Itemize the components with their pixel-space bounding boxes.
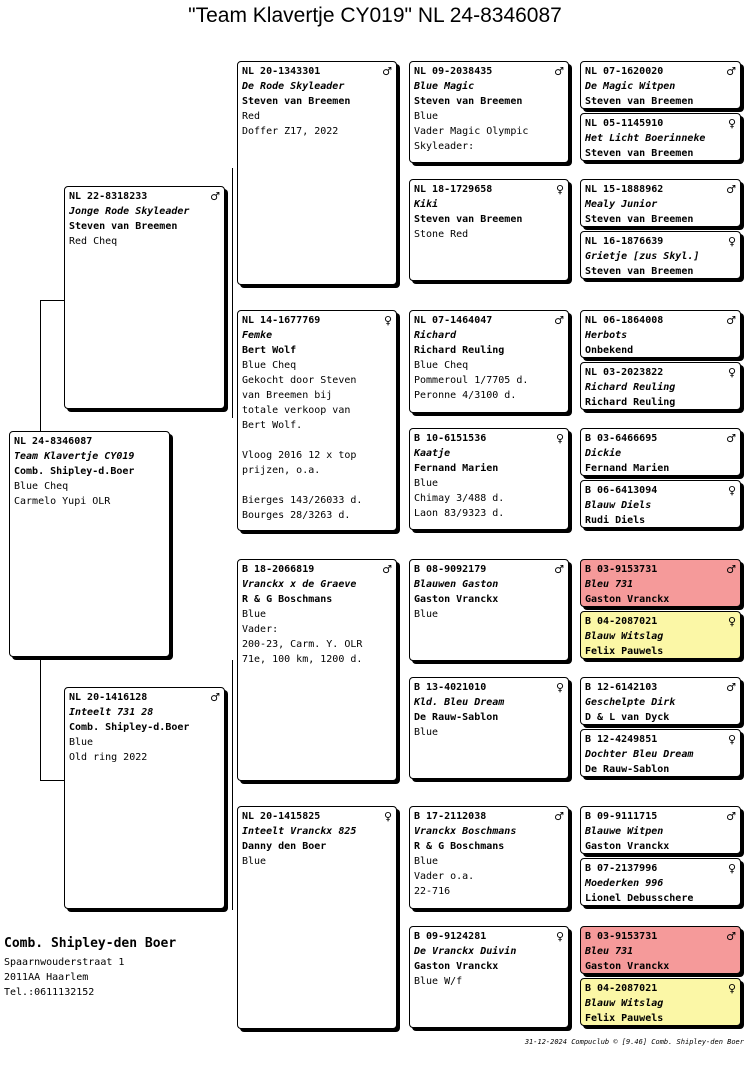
owner-name: Gaston Vranckx — [414, 961, 499, 972]
female-icon: ♀ — [727, 366, 736, 379]
info-line: Blue — [414, 727, 439, 738]
owner-name: Steven van Breemen — [242, 96, 351, 107]
pigeon-name: Blue Magic — [414, 81, 475, 92]
pigeon-name: Blauwe Witpen — [585, 826, 664, 837]
info-line: Blue Cheq — [14, 481, 69, 492]
pigeon-name: Inteelt 731 28 — [69, 707, 154, 718]
pedigree-card-mfm — [409, 677, 569, 779]
male-icon: ♂ — [726, 183, 736, 196]
pedigree-card-sire — [64, 186, 225, 409]
owner-name: D & L van Dyck — [585, 712, 670, 723]
pigeon-name: Geschelpte Dirk — [585, 697, 676, 708]
pigeon-name: De Rode Skyleader — [242, 81, 345, 92]
male-icon: ♂ — [726, 432, 736, 445]
owner-name: Fernand Marien — [585, 463, 670, 474]
card-header — [69, 690, 220, 705]
male-icon: ♂ — [210, 691, 220, 704]
pedigree-card-g14 — [580, 858, 741, 906]
info-line: Blue Cheq — [242, 360, 297, 371]
pedigree-card-g13 — [580, 806, 741, 854]
pigeon-name: Jonge Rode Skyleader — [69, 206, 190, 217]
pedigree-card-g4 — [580, 231, 741, 279]
info-line: Old ring 2022 — [69, 752, 148, 763]
ring-number: NL 20-1415825 — [242, 811, 321, 822]
female-icon: ♀ — [727, 862, 736, 875]
pedigree-card-fmf — [409, 310, 569, 413]
card-header — [242, 562, 392, 577]
info-line: Vloog 2016 12 x top — [242, 450, 357, 461]
info-line: Vader o.a. — [414, 871, 475, 882]
pedigree-card-g5 — [580, 310, 741, 358]
female-icon: ♀ — [555, 930, 564, 943]
breeder-phone: Tel.:0611132152 — [4, 987, 95, 998]
pigeon-name: Richard — [414, 330, 457, 341]
owner-name: Steven van Breemen — [585, 214, 694, 225]
male-icon: ♂ — [726, 930, 736, 943]
female-icon: ♀ — [555, 183, 564, 196]
female-icon: ♀ — [383, 810, 392, 823]
owner-name: R & G Boschmans — [242, 594, 333, 605]
breeder-name: Comb. Shipley-den Boer — [4, 936, 177, 951]
owner-name: Comb. Shipley-d.Boer — [69, 722, 190, 733]
card-header — [585, 313, 736, 328]
owner-name: De Rauw-Sablon — [414, 712, 499, 723]
pigeon-name: De Magic Witpen — [585, 81, 676, 92]
info-line: Skyleader: — [414, 141, 475, 152]
pigeon-name: Richard Reuling — [585, 382, 676, 393]
pigeon-name: Vranckx Boschmans — [414, 826, 517, 837]
pedigree-card-g3 — [580, 179, 741, 227]
card-header — [585, 809, 736, 824]
male-icon: ♂ — [726, 65, 736, 78]
pigeon-name: Kiki — [414, 199, 439, 210]
female-icon: ♀ — [555, 681, 564, 694]
pigeon-name: Femke — [242, 330, 273, 341]
ring-number: B 09-9111715 — [585, 811, 658, 822]
ring-number: B 12-4249851 — [585, 734, 658, 745]
card-header — [414, 313, 564, 328]
male-icon: ♂ — [726, 314, 736, 327]
info-line: totale verkoop van — [242, 405, 351, 416]
info-line: Laon 83/9323 d. — [414, 508, 505, 519]
pedigree-card-mf — [237, 559, 397, 781]
male-icon: ♂ — [726, 681, 736, 694]
pedigree-card-g16 — [580, 978, 741, 1026]
card-header — [585, 614, 736, 629]
info-line: Blue — [242, 609, 267, 620]
pedigree-card-ffm — [409, 179, 569, 281]
owner-name: Richard Reuling — [414, 345, 505, 356]
info-line: Chimay 3/488 d. — [414, 493, 505, 504]
female-icon: ♀ — [383, 314, 392, 327]
ring-number: B 18-2066819 — [242, 564, 315, 575]
card-header — [585, 64, 736, 79]
ring-number: B 17-2112038 — [414, 811, 487, 822]
ring-number: NL 03-2023822 — [585, 367, 664, 378]
ring-number: B 04-2087021 — [585, 616, 658, 627]
info-line: van Breemen bij — [242, 390, 333, 401]
female-icon: ♀ — [555, 432, 564, 445]
owner-name: Comb. Shipley-d.Boer — [14, 466, 135, 477]
pedigree-card-g7 — [580, 428, 741, 476]
pigeon-name: Het Licht Boerinneke — [585, 133, 706, 144]
ring-number: NL 18-1729658 — [414, 184, 493, 195]
owner-name: Steven van Breemen — [585, 96, 694, 107]
card-header — [585, 732, 736, 747]
pedigree-card-g6 — [580, 362, 741, 410]
page-title: "Team Klavertje CY019" NL 24-8346087 — [188, 4, 562, 27]
male-icon: ♂ — [554, 810, 564, 823]
info-line: Doffer Z17, 2022 — [242, 126, 339, 137]
pedigree-card-root — [9, 431, 170, 657]
pedigree-card-g2 — [580, 113, 741, 161]
pigeon-name: Blauwen Gaston — [414, 579, 499, 590]
card-header — [414, 64, 564, 79]
ring-number: NL 07-1464047 — [414, 315, 493, 326]
info-line — [242, 433, 392, 448]
card-header — [585, 234, 736, 249]
pedigree-card-mmm — [409, 926, 569, 1028]
info-line: 71e, 100 km, 1200 d. — [242, 654, 363, 665]
owner-name: Gaston Vranckx — [414, 594, 499, 605]
pedigree-card-g11 — [580, 677, 741, 725]
pigeon-name: Vranckx x de Graeve — [242, 579, 357, 590]
info-line: Bert Wolf. — [242, 420, 303, 431]
owner-name: Steven van Breemen — [69, 221, 178, 232]
owner-name: Richard Reuling — [585, 397, 676, 408]
pigeon-name: Bleu 731 — [585, 946, 634, 957]
connector — [232, 168, 233, 418]
info-line: 22-716 — [414, 886, 451, 897]
pigeon-name: Mealy Junior — [585, 199, 658, 210]
ring-number: NL 06-1864008 — [585, 315, 664, 326]
connector — [40, 780, 64, 781]
breeder-street: Spaarnwouderstraat 1 — [4, 957, 125, 968]
info-line: Blue — [414, 478, 439, 489]
ring-number: NL 20-1416128 — [69, 692, 148, 703]
owner-name: Steven van Breemen — [414, 96, 523, 107]
info-line: Blue — [69, 737, 94, 748]
owner-name: De Rauw-Sablon — [585, 764, 670, 775]
info-line: Bourges 28/3263 d. — [242, 510, 351, 521]
info-line: Red Cheq — [69, 236, 118, 247]
owner-name: Lionel Debusschere — [585, 893, 694, 904]
owner-name: Fernand Marien — [414, 463, 499, 474]
info-line: Blue Cheq — [414, 360, 469, 371]
male-icon: ♂ — [210, 190, 220, 203]
pigeon-name: De Vranckx Duivin — [414, 946, 517, 957]
female-icon: ♀ — [727, 235, 736, 248]
owner-name: R & G Boschmans — [414, 841, 505, 852]
info-line: Carmelo Yupi OLR — [14, 496, 111, 507]
card-header — [69, 189, 220, 204]
owner-name: Steven van Breemen — [414, 214, 523, 225]
owner-name: Steven van Breemen — [585, 148, 694, 159]
ring-number: B 08-9092179 — [414, 564, 487, 575]
owner-name: Felix Pauwels — [585, 646, 664, 657]
pigeon-name: Blauw Witslag — [585, 998, 664, 1009]
card-header — [414, 431, 564, 446]
pigeon-name: Dickie — [585, 448, 622, 459]
card-header — [585, 365, 736, 380]
card-header — [14, 434, 165, 449]
ring-number: NL 07-1620020 — [585, 66, 664, 77]
info-line: Gekocht door Steven — [242, 375, 357, 386]
ring-number: B 10-6151536 — [414, 433, 487, 444]
info-line: Peronne 4/3100 d. — [414, 390, 517, 401]
card-header — [585, 680, 736, 695]
info-line: Blue W/f — [414, 976, 463, 987]
female-icon: ♀ — [727, 484, 736, 497]
info-line: prijzen, o.a. — [242, 465, 321, 476]
card-header — [414, 562, 564, 577]
ring-number: B 03-9153731 — [585, 931, 658, 942]
pigeon-name: Bleu 731 — [585, 579, 634, 590]
card-header — [585, 929, 736, 944]
owner-name: Gaston Vranckx — [585, 594, 670, 605]
ring-number: B 06-6413094 — [585, 485, 658, 496]
ring-number: B 09-9124281 — [414, 931, 487, 942]
pedigree-card-dam — [64, 687, 225, 909]
card-header — [585, 182, 736, 197]
female-icon: ♀ — [727, 117, 736, 130]
male-icon: ♂ — [726, 563, 736, 576]
info-line: Stone Red — [414, 229, 469, 240]
owner-name: Steven van Breemen — [585, 266, 694, 277]
pedigree-card-ff — [237, 61, 397, 285]
ring-number: B 03-6466695 — [585, 433, 658, 444]
connector — [232, 660, 233, 910]
owner-name: Felix Pauwels — [585, 1013, 664, 1024]
info-line: 200-23, Carm. Y. OLR — [242, 639, 363, 650]
ring-number: B 07-2137996 — [585, 863, 658, 874]
card-header — [414, 809, 564, 824]
card-header — [242, 64, 392, 79]
male-icon: ♂ — [554, 314, 564, 327]
ring-number: B 03-9153731 — [585, 564, 658, 575]
pedigree-card-mm — [237, 806, 397, 1029]
info-line: Vader Magic Olympic — [414, 126, 529, 137]
breeder-city: 2011AA Haarlem — [4, 972, 89, 983]
ring-number: NL 05-1145910 — [585, 118, 664, 129]
male-icon: ♂ — [554, 65, 564, 78]
pigeon-name: Herbots — [585, 330, 628, 341]
pedigree-card-g12 — [580, 729, 741, 777]
pedigree-card-fm — [237, 310, 397, 531]
card-header — [242, 809, 392, 824]
pigeon-name: Inteelt Vranckx 825 — [242, 826, 357, 837]
male-icon: ♂ — [382, 65, 392, 78]
ring-number: B 12-6142103 — [585, 682, 658, 693]
info-line: Blue — [414, 856, 439, 867]
info-line: Blue — [242, 856, 267, 867]
pigeon-name: Kaatje — [414, 448, 451, 459]
ring-number: B 04-2087021 — [585, 983, 658, 994]
pigeon-name: Kld. Bleu Dream — [414, 697, 505, 708]
ring-number: NL 14-1677769 — [242, 315, 321, 326]
connector — [40, 300, 64, 301]
pedigree-card-fff — [409, 61, 569, 163]
card-header — [585, 562, 736, 577]
owner-name: Danny den Boer — [242, 841, 327, 852]
ring-number: NL 16-1876639 — [585, 236, 664, 247]
pedigree-card-g1 — [580, 61, 741, 109]
owner-name: Bert Wolf — [242, 345, 297, 356]
pigeon-name: Moederken 996 — [585, 878, 664, 889]
male-icon: ♂ — [554, 563, 564, 576]
female-icon: ♀ — [727, 615, 736, 628]
ring-number: NL 15-1888962 — [585, 184, 664, 195]
card-header — [585, 431, 736, 446]
ring-number: NL 22-8318233 — [69, 191, 148, 202]
owner-name: Gaston Vranckx — [585, 961, 670, 972]
info-line: Pommeroul 1/7705 d. — [414, 375, 529, 386]
pedigree-card-mff — [409, 559, 569, 661]
pigeon-name: Dochter Bleu Dream — [585, 749, 694, 760]
pigeon-name: Team Klavertje CY019 — [14, 451, 135, 462]
pigeon-name: Blauw Diels — [585, 500, 652, 511]
ring-number: NL 09-2038435 — [414, 66, 493, 77]
pedigree-card-g15 — [580, 926, 741, 974]
card-header — [414, 680, 564, 695]
female-icon: ♀ — [727, 982, 736, 995]
card-header — [414, 182, 564, 197]
card-header — [585, 116, 736, 131]
pigeon-name: Grietje [zus Skyl.] — [585, 251, 700, 262]
info-line: Red — [242, 111, 261, 122]
pedigree-card-g8 — [580, 480, 741, 528]
card-header — [585, 981, 736, 996]
info-line: Blue — [414, 111, 439, 122]
info-line: Bierges 143/26033 d. — [242, 495, 363, 506]
card-header — [414, 929, 564, 944]
owner-name: Rudi Diels — [585, 515, 646, 526]
info-line — [242, 478, 392, 493]
card-header — [585, 483, 736, 498]
card-header — [585, 861, 736, 876]
male-icon: ♂ — [726, 810, 736, 823]
pedigree-card-fmm — [409, 428, 569, 530]
owner-name: Gaston Vranckx — [585, 841, 670, 852]
ring-number: B 13-4021010 — [414, 682, 487, 693]
info-line: Blue — [414, 609, 439, 620]
ring-number: NL 24-8346087 — [14, 436, 93, 447]
owner-name: Onbekend — [585, 345, 634, 356]
pigeon-name: Blauw Witslag — [585, 631, 664, 642]
pedigree-card-g9 — [580, 559, 741, 607]
pedigree-card-mmf — [409, 806, 569, 909]
male-icon: ♂ — [382, 563, 392, 576]
info-line: Vader: — [242, 624, 279, 635]
footer-credit: 31-12-2024 Compuclub © [9.46] Comb. Shipley-den Boer — [524, 1038, 744, 1046]
pedigree-card-g10 — [580, 611, 741, 659]
breeder-info — [4, 936, 176, 1000]
female-icon: ♀ — [727, 733, 736, 746]
ring-number: NL 20-1343301 — [242, 66, 321, 77]
card-header — [242, 313, 392, 328]
